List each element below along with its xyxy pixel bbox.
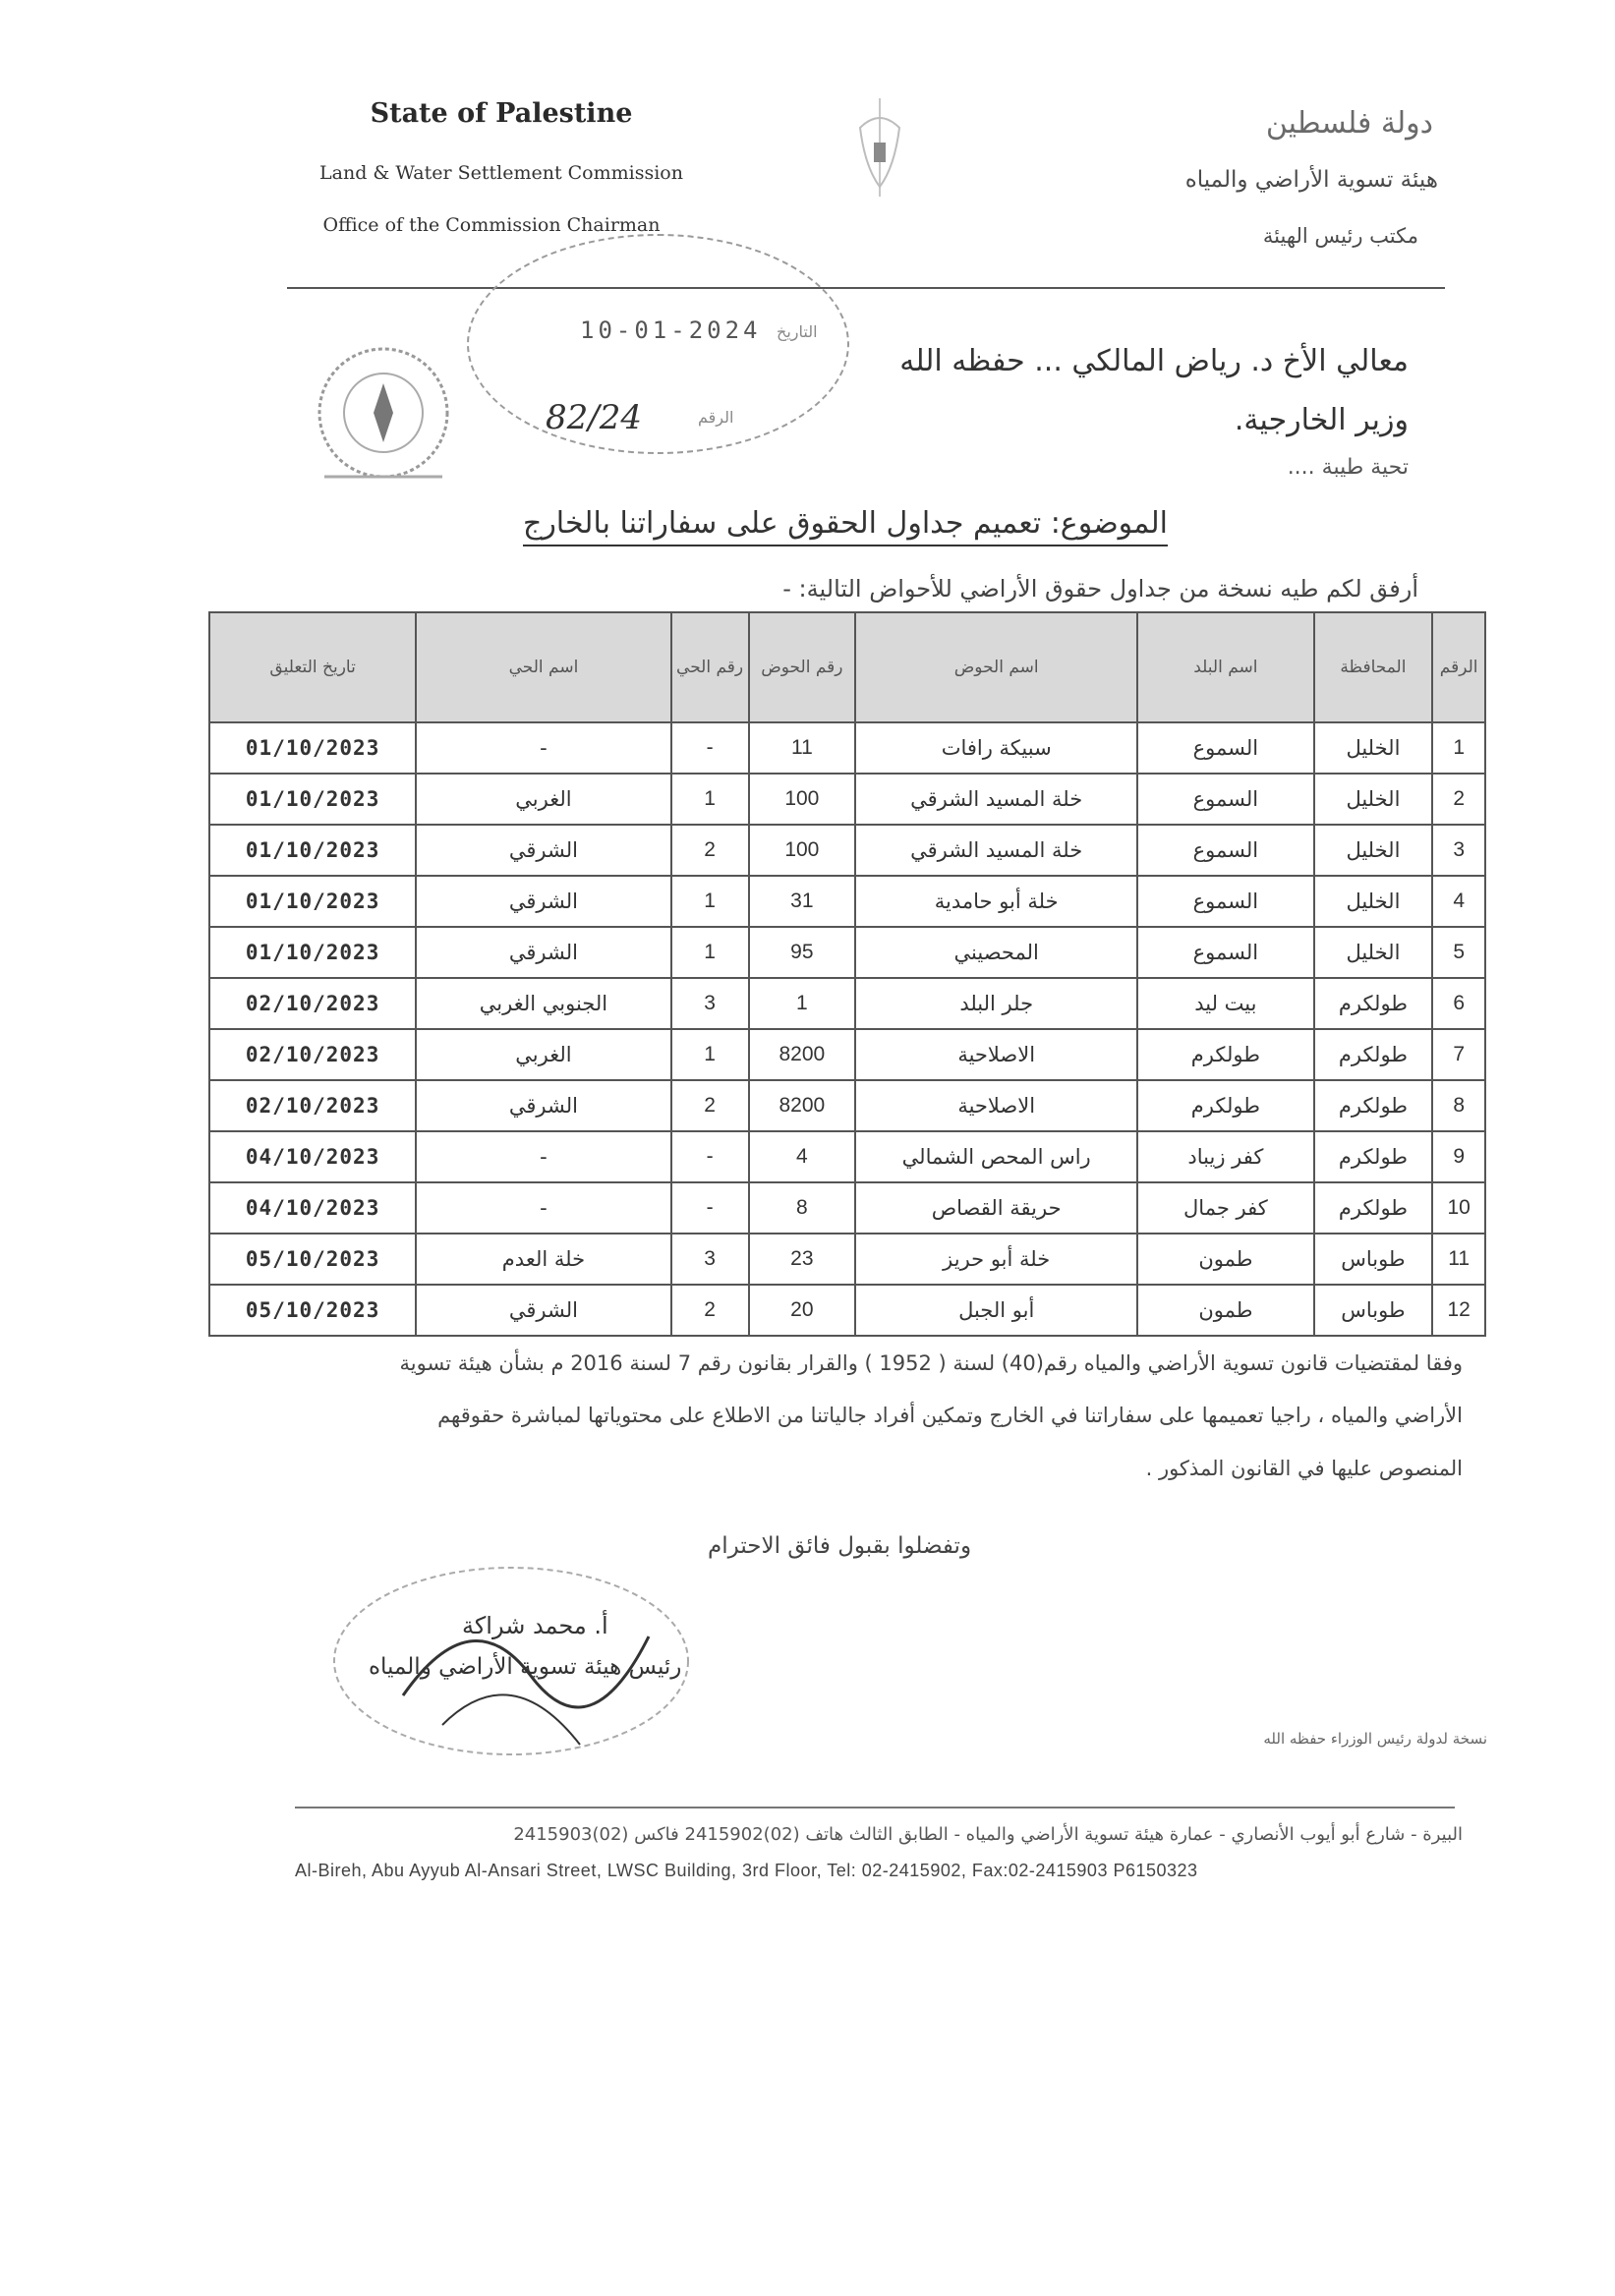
land-rights-table [208, 611, 1486, 1337]
cell-district-number: 2 [671, 1080, 749, 1131]
cell-town: السموع [1137, 825, 1313, 876]
cell-number: 1 [1432, 722, 1485, 774]
cell-district-number: 1 [671, 927, 749, 978]
table-row [209, 927, 1485, 978]
cell-district-number: 1 [671, 774, 749, 825]
cell-basin-number: 23 [749, 1234, 856, 1285]
cell-basin-number: 1 [749, 978, 856, 1029]
cell-basin-name: المحصيني [855, 927, 1137, 978]
cell-basin-name: راس المحص الشمالي [855, 1131, 1137, 1182]
cell-town: طمون [1137, 1234, 1313, 1285]
cell-district-name: الشرقي [416, 927, 670, 978]
cell-basin-number: 4 [749, 1131, 856, 1182]
ar-office-name: مكتب رئيس الهيئة [1262, 224, 1418, 248]
signer-name: أ. محمد شراكة [462, 1612, 608, 1639]
cell-basin-name: الاصلاحية [855, 1080, 1137, 1131]
receipt-stamp [467, 234, 849, 454]
cell-governorate: الخليل [1314, 927, 1433, 978]
cell-district-name: - [416, 1182, 670, 1234]
header-number: الرقم [1432, 612, 1485, 722]
cell-district-name: الشرقي [416, 1080, 670, 1131]
header-district-number: رقم الحي [671, 612, 749, 722]
cell-posting-date: 04/10/2023 [209, 1131, 416, 1182]
table-row [209, 1029, 1485, 1080]
cell-posting-date: 01/10/2023 [209, 876, 416, 927]
cell-district-number: 1 [671, 1029, 749, 1080]
cell-basin-name: جلر البلد [855, 978, 1137, 1029]
cell-district-number: - [671, 1182, 749, 1234]
cell-governorate: الخليل [1314, 825, 1433, 876]
stamp-ref-value: 82/24 [546, 398, 642, 437]
cell-district-name: الغربي [416, 774, 670, 825]
recipient-title: وزير الخارجية. [1234, 403, 1409, 437]
cell-town: السموع [1137, 722, 1313, 774]
cell-governorate: طولكرم [1314, 1029, 1433, 1080]
greeting: تحية طيبة .... [1287, 455, 1409, 480]
cell-governorate: الخليل [1314, 722, 1433, 774]
ar-state-title: دولة فلسطين [1265, 106, 1433, 141]
cell-posting-date: 02/10/2023 [209, 1080, 416, 1131]
cell-town: بيت ليد [1137, 978, 1313, 1029]
cell-number: 6 [1432, 978, 1485, 1029]
cell-basin-number: 20 [749, 1285, 856, 1336]
cell-governorate: طوباس [1314, 1234, 1433, 1285]
cell-governorate: طولكرم [1314, 978, 1433, 1029]
cell-governorate: طوباس [1314, 1285, 1433, 1336]
cell-basin-name: خلة أبو حريز [855, 1234, 1137, 1285]
header-district-name: اسم الحي [416, 612, 670, 722]
header-basin-name: اسم الحوض [855, 612, 1137, 722]
cell-town: السموع [1137, 774, 1313, 825]
cell-district-name: خلة العدم [416, 1234, 670, 1285]
cell-basin-number: 8200 [749, 1029, 856, 1080]
cell-basin-number: 95 [749, 927, 856, 978]
cell-district-number: 3 [671, 978, 749, 1029]
cell-basin-number: 31 [749, 876, 856, 927]
cell-number: 4 [1432, 876, 1485, 927]
cell-posting-date: 02/10/2023 [209, 978, 416, 1029]
table-row [209, 774, 1485, 825]
body-line-2: الأراضي والمياه ، راجيا تعميمها على سفاراتنا في الخارج وتمكين أفراد جالياتنا من الاطلاع على محتوياتها لمباشرة حقوقهم [437, 1404, 1463, 1427]
ar-commission-name: هيئة تسوية الأراضي والمياه [1184, 167, 1438, 193]
cell-town: السموع [1137, 927, 1313, 978]
commission-seal-icon [305, 339, 462, 496]
cell-district-number: 3 [671, 1234, 749, 1285]
table-row [209, 825, 1485, 876]
cell-governorate: طولكرم [1314, 1131, 1433, 1182]
cell-number: 5 [1432, 927, 1485, 978]
cell-basin-name: أبو الجبل [855, 1285, 1137, 1336]
cell-district-name: الغربي [416, 1029, 670, 1080]
en-state-title: State of Palestine [370, 98, 633, 129]
table-row [209, 876, 1485, 927]
table-row [209, 722, 1485, 774]
closing-line: وتفضلوا بقبول فائق الاحترام [708, 1533, 972, 1559]
cell-posting-date: 01/10/2023 [209, 774, 416, 825]
cell-town: طمون [1137, 1285, 1313, 1336]
table-row [209, 1182, 1485, 1234]
table-row [209, 1234, 1485, 1285]
cell-number: 8 [1432, 1080, 1485, 1131]
cell-number: 7 [1432, 1029, 1485, 1080]
footer-en-address: Al-Bireh, Abu Ayyub Al-Ansari Street, LWSC Building, 3rd Floor, Tel: 02-2415902, Fax:02-2415903 P6150323 [295, 1861, 1198, 1880]
cell-governorate: الخليل [1314, 876, 1433, 927]
en-commission-name: Land & Water Settlement Commission [319, 162, 683, 184]
table-row [209, 1285, 1485, 1336]
footer-divider [295, 1807, 1455, 1808]
footer-ar-address: البيرة - شارع أبو أيوب الأنصاري - عمارة هيئة تسوية الأراضي والمياه - الطابق الثالث هاتف (02)2415902 فاكس (02)2415903 [513, 1824, 1463, 1845]
cell-posting-date: 05/10/2023 [209, 1234, 416, 1285]
cell-basin-name: خلة أبو حامدية [855, 876, 1137, 927]
cell-district-number: 1 [671, 876, 749, 927]
table-row [209, 978, 1485, 1029]
header-basin-number: رقم الحوض [749, 612, 856, 722]
cell-basin-name: الاصلاحية [855, 1029, 1137, 1080]
cell-posting-date: 01/10/2023 [209, 927, 416, 978]
signer-title: رئيس هيئة تسوية الأراضي والمياه [369, 1654, 682, 1680]
header-governorate: المحافظة [1314, 612, 1433, 722]
cell-basin-name: حريقة القصاص [855, 1182, 1137, 1234]
stamp-date-value: 10-01-2024 [580, 316, 762, 344]
cell-posting-date: 01/10/2023 [209, 722, 416, 774]
eagle-emblem-icon [840, 88, 919, 206]
cell-basin-number: 100 [749, 774, 856, 825]
recipient-line: معالي الأخ د. رياض المالكي ... حفظه الله [899, 344, 1409, 378]
header-divider [287, 287, 1445, 289]
cell-number: 2 [1432, 774, 1485, 825]
cell-posting-date: 05/10/2023 [209, 1285, 416, 1336]
cell-basin-name: خلة المسيد الشرقي [855, 774, 1137, 825]
stamp-ref-label: الرقم [698, 408, 734, 427]
cell-governorate: طولكرم [1314, 1182, 1433, 1234]
table-row [209, 1131, 1485, 1182]
en-office-name: Office of the Commission Chairman [322, 214, 661, 236]
cell-district-name: الجنوبي الغربي [416, 978, 670, 1029]
body-line-1: وفقا لمقتضيات قانون تسوية الأراضي والمياه رقم(40) لسنة ( 1952 ) والقرار بقانون رقم 7 لسنة 2016 م بشأن هيئة تسوية [399, 1351, 1463, 1375]
cell-number: 11 [1432, 1234, 1485, 1285]
cell-governorate: طولكرم [1314, 1080, 1433, 1131]
cell-posting-date: 02/10/2023 [209, 1029, 416, 1080]
table-row [209, 1080, 1485, 1131]
cell-district-number: 2 [671, 1285, 749, 1336]
cell-town: كفر جمال [1137, 1182, 1313, 1234]
cell-basin-number: 11 [749, 722, 856, 774]
cell-district-number: 2 [671, 825, 749, 876]
cell-district-name: الشرقي [416, 1285, 670, 1336]
cell-district-name: - [416, 722, 670, 774]
header-posting-date: تاريخ التعليق [209, 612, 416, 722]
table-header-row [209, 612, 1485, 722]
cc-line: نسخة لدولة رئيس الوزراء حفظه الله [1263, 1730, 1487, 1748]
body-line-3: المنصوص عليها في القانون المذكور . [1145, 1457, 1463, 1480]
stamp-date-label: التاريخ [777, 322, 818, 341]
cell-posting-date: 01/10/2023 [209, 825, 416, 876]
cell-district-number: - [671, 722, 749, 774]
cell-number: 12 [1432, 1285, 1485, 1336]
intro-line: أرفق لكم طيه نسخة من جداول حقوق الأراضي للأحواض التالية: - [782, 575, 1418, 603]
cell-basin-number: 100 [749, 825, 856, 876]
cell-town: طولكرم [1137, 1029, 1313, 1080]
cell-town: كفر زيباد [1137, 1131, 1313, 1182]
cell-number: 3 [1432, 825, 1485, 876]
cell-basin-number: 8200 [749, 1080, 856, 1131]
cell-town: طولكرم [1137, 1080, 1313, 1131]
cell-district-name: - [416, 1131, 670, 1182]
cell-town: السموع [1137, 876, 1313, 927]
subject-line: الموضوع: تعميم جداول الحقوق على سفاراتنا بالخارج [523, 506, 1168, 546]
cell-district-name: الشرقي [416, 825, 670, 876]
cell-number: 10 [1432, 1182, 1485, 1234]
header-town: اسم البلد [1137, 612, 1313, 722]
cell-district-name: الشرقي [416, 876, 670, 927]
cell-basin-name: خلة المسيد الشرقي [855, 825, 1137, 876]
cell-basin-name: سبيكة رافات [855, 722, 1137, 774]
cell-basin-number: 8 [749, 1182, 856, 1234]
cell-governorate: الخليل [1314, 774, 1433, 825]
cell-district-number: - [671, 1131, 749, 1182]
cell-number: 9 [1432, 1131, 1485, 1182]
cell-posting-date: 04/10/2023 [209, 1182, 416, 1234]
